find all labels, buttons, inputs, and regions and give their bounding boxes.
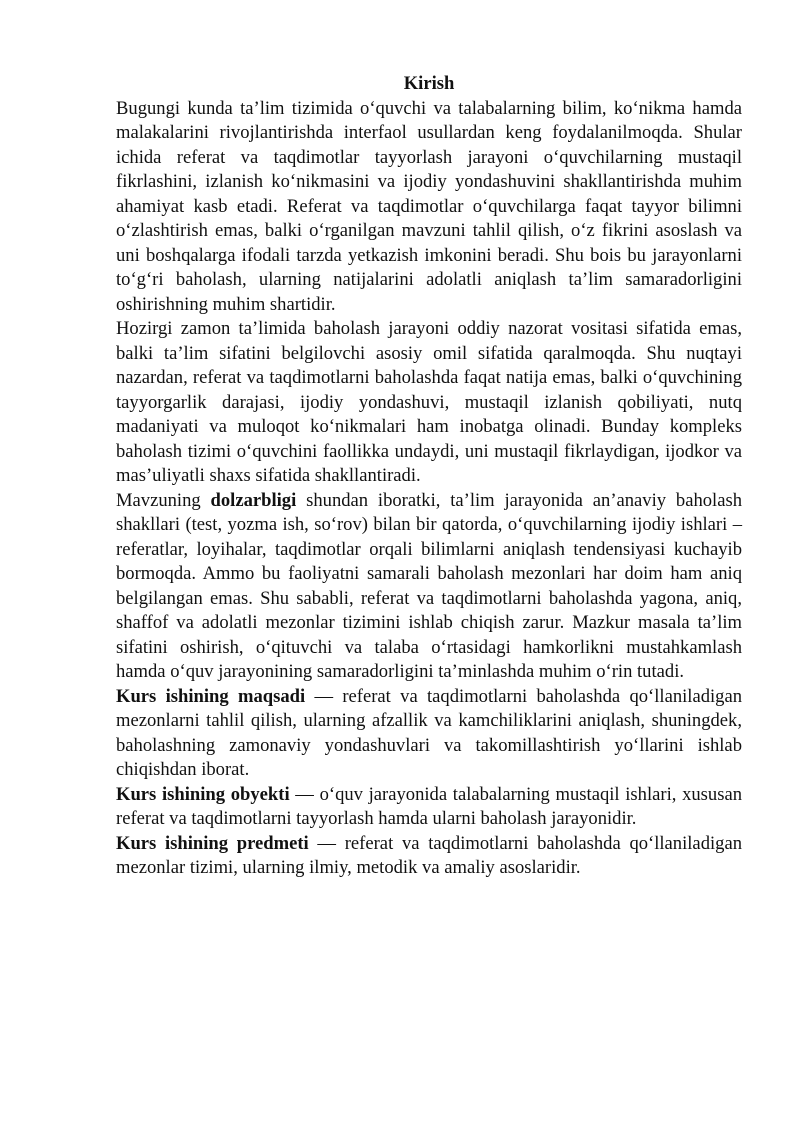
paragraph-object (116, 783, 742, 832)
paragraph-subject (116, 832, 742, 881)
subject-term: Kurs ishining predmeti (116, 832, 309, 854)
paragraph-goal (116, 685, 742, 783)
relevance-lead: Mavzuning (116, 489, 211, 511)
goal-term: Kurs ishining maqsadi (116, 685, 306, 707)
paragraph-relevance (116, 489, 742, 685)
subject-text: — referat va taqdimotlarni baholashda qo‘llaniladigan mezonlar tizimi, ularning ilmiy, metodik va amaliy asoslaridir. (116, 832, 742, 878)
relevance-text: shundan iboratki, ta’lim jarayonida an’anaviy baholash shakllari (test, yozma ish, so‘rov) bilan bir qatorda, o‘quvchilarning ijodiy ishlari – referatlar, loyihalar, taqdimotlar orqali bilimlarni aniqlash tendensiyasi kuchayib bormoqda. Ammo bu faoliyatni samarali baholash mezonlari har doim ham aniq belgilangan emas. Shu sababli, referat va taqdimotlarni baholashda yagona, aniq, shaffof va adolatli mezonlar tizimini ishlab chiqish zarur. Mazkur masala ta’lim sifatini oshirish, o‘qituvchi va talaba o‘rtasidagi hamkorlikni mustahkamlash hamda o‘quv jarayonining samaradorligini ta’minlashda muhim o‘rin tutadi. (116, 489, 742, 682)
goal-text: — referat va taqdimotlarni baholashda qo‘llaniladigan mezonlarni tahlil qilish, ularning afzallik va kamchiliklarini aniqlash, shuningdek, baholashning zamonaviy yondashuvlari va takomillashtirish yo‘llarini ishlab chiqishdan iborat. (116, 685, 743, 780)
relevance-term: dolzarbligi (210, 489, 297, 511)
section-title: Kirish (403, 73, 455, 94)
object-text: — o‘quv jarayonida talabalarning mustaqil ishlari, xususan referat va taqdimotlarni tayyorlash hamda ularni baholash jarayonidir. (116, 783, 742, 829)
document-page (116, 72, 742, 881)
paragraph-intro: Bugungi kunda ta’lim tizimida o‘quvchi va talabalarning bilim, ko‘nikma hamda malakalarini rivojlantirishda interfaol usullardan keng foydalanilmoqda. Shular ichida referat va taqdimotlar tayyorlash jarayoni o‘quvchilarning mustaqil fikrlashini, izlanish ko‘nikmasini va ijodiy yondashuvini shakllantirishda muhim ahamiyat kasb etadi. Referat va taqdimotlar o‘quvchilarga faqat tayyor bilimni o‘zlashtirish emas, balki o‘rganilgan mavzuni tahlil qilish, o‘z fikrini asoslash va uni boshqalarga ifodali tarzda yetkazish imkonini beradi. Shu bois bu jarayonlarni to‘g‘ri baholash, ularning natijalarini adolatli aniqlash ta’lim samaradorligini oshirishning muhim shartidir. (116, 97, 742, 315)
object-term: Kurs ishining obyekti (116, 783, 290, 805)
paragraph-assessment: Hozirgi zamon ta’limida baholash jarayoni oddiy nazorat vositasi sifatida emas, balki ta’lim sifatini belgilovchi asosiy omil sifatida qaralmoqda. Shu nuqtayi nazardan, referat va taqdimotlarni baholashda faqat natija emas, balki o‘quvchining tayyorgarlik darajasi, ijodiy yondashuvi, mustaqil izlanish qobiliyati, nutq madaniyati va muloqot ko‘nikmalari ham inobatga olinadi. Bunday kompleks baholash tizimi o‘quvchini faollikka undaydi, uni mustaqil fikrlaydigan, ijodkor va mas’uliyatli shaxs sifatida shakllantiradi. (116, 318, 742, 486)
